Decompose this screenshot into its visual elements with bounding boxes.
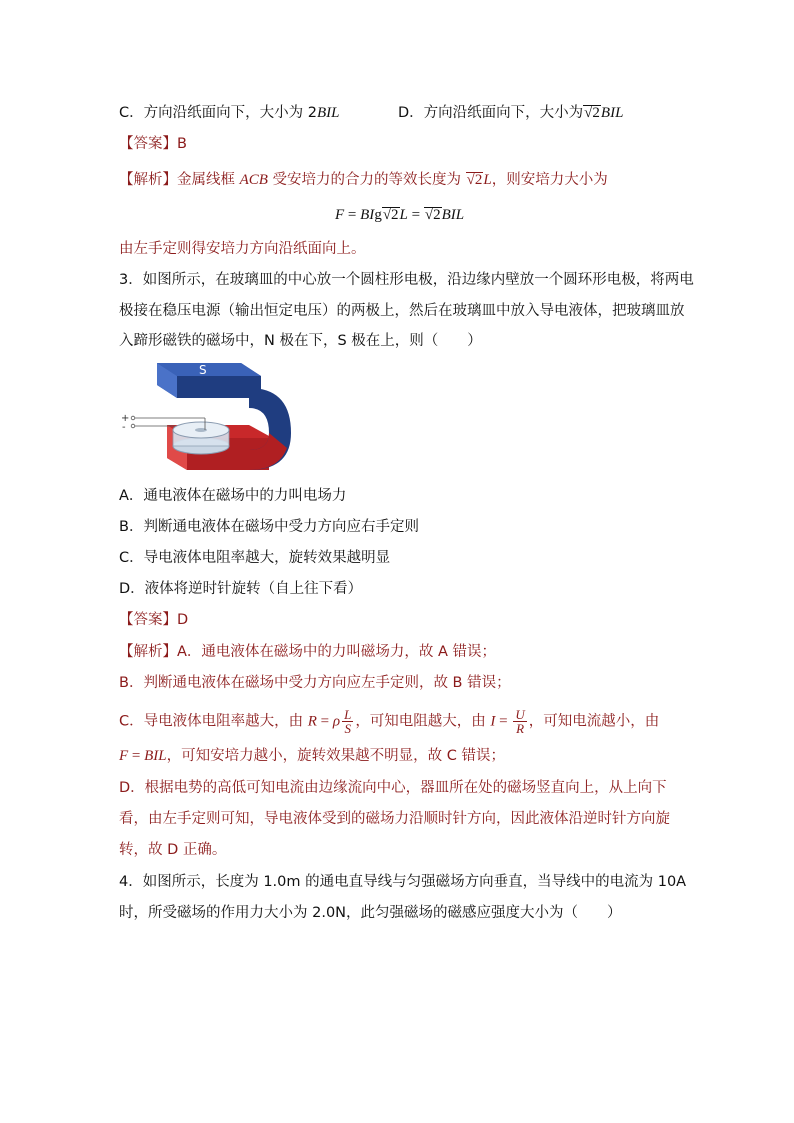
sqrt-symbol: √2	[584, 105, 600, 121]
fraction-u-over-r: $\frac{U}{R}$	[515, 707, 525, 736]
q4-stem-line-2: 时，所受磁场的作用力大小为 2.0N，此匀强磁场的磁感应强度大小为（ ）	[119, 905, 622, 921]
q4-stem-line-1: 4．如图所示，长度为 1.0m 的通电直导线与匀强磁场方向垂直，当导线中的电流为 10A	[119, 874, 687, 890]
q3-stem-line-1: 3．如图所示，在玻璃皿的中心放一个圆柱形电极，沿边缘内壁放一个圆环形电极，将两电	[119, 272, 694, 288]
q3-stem-line-2: 极接在稳压电源（输出恒定电压）的两极上，然后在玻璃皿中放入导电液体，把玻璃皿放	[119, 303, 685, 319]
q2-formula: F = BIg√2L = √2BIL	[335, 207, 465, 223]
q3-analysis-c-line-1: C．导电液体电阻率越大，由 R = ρ $\frac{L}{S}$ ，可知电阻越大，由 I = $\frac{U}{R}$ ，可知电流越小，由	[119, 707, 660, 736]
q2-analysis-line-3: 由左手定则得安培力方向沿纸面向上。	[119, 241, 366, 257]
q3-analysis-d-line-3: 转，故 D 正确。	[119, 842, 227, 858]
minus-terminal-label: -	[122, 422, 126, 433]
fraction-l-over-s: $\frac{L}{S}$	[344, 707, 352, 736]
q2-analysis-line-1: 【解析】金属线框 ACB 受安培力的合力的等效长度为 √2L，则安培力大小为	[119, 172, 608, 188]
q3-analysis-a: 【解析】A．通电液体在磁场中的力叫磁场力，故 A 错误；	[119, 644, 497, 660]
horseshoe-magnet-figure	[119, 358, 299, 476]
q3-option-a: A．通电液体在磁场中的力叫电场力	[119, 488, 347, 504]
q3-option-d: D．液体将逆时针旋转（自上往下看）	[119, 581, 363, 597]
q2-option-c: C．方向沿纸面向下，大小为 2BIL	[119, 105, 340, 121]
q3-analysis-c-line-2: F = BIL，可知安培力越小，旋转效果越不明显，故 C 错误；	[119, 748, 505, 764]
plus-terminal-label: +	[121, 413, 130, 424]
q3-answer: 【答案】D	[119, 612, 189, 628]
q3-stem-line-3: 入蹄形磁铁的磁场中，N 极在下，S 极在上，则（ ）	[119, 333, 482, 349]
magnet-s-label: S	[199, 363, 207, 377]
q3-option-c: C．导电液体电阻率越大，旋转效果越明显	[119, 550, 391, 566]
q3-analysis-d-line-2: 看，由左手定则可知，导电液体受到的磁场力沿顺时针方向，因此液体沿逆时针方向旋	[119, 811, 670, 827]
q2-option-d: D．方向沿纸面向下，大小为√2BIL	[398, 105, 624, 121]
q3-analysis-b: B．判断通电液体在磁场中受力方向应左手定则，故 B 错误；	[119, 675, 511, 691]
q2-answer: 【答案】B	[119, 136, 187, 152]
q3-analysis-d-line-1: D．根据电势的高低可知电流由边缘流向中心，器皿所在处的磁场竖直向上，从上向下	[119, 780, 667, 796]
q3-option-b: B．判断通电液体在磁场中受力方向应右手定则	[119, 519, 419, 535]
